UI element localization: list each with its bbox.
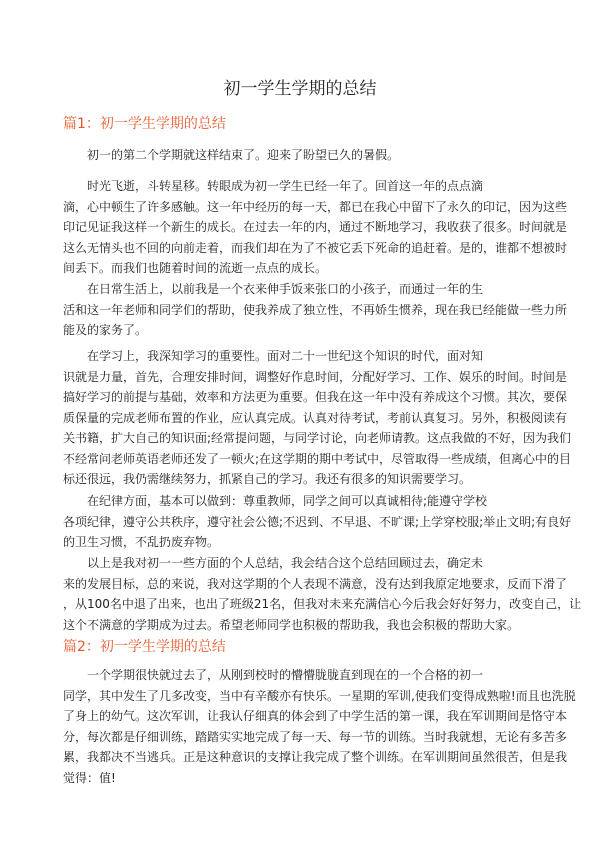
section-1-paragraph-3 [63, 279, 568, 341]
section-2-paragraph-1 [63, 665, 576, 788]
section-1-paragraph-2 [63, 176, 568, 279]
section-1-paragraph-1 [63, 145, 543, 166]
section-1-paragraph-4 [63, 346, 572, 490]
paragraph-line: 以上是我对初一一些方面的个人总结，我会结合这个总结回顾过去，确定未 [87, 556, 484, 570]
paragraph-line: 活和这一年老师和同学们的帮助，使我养成了独立性，不再娇生惯养，现在我已经能做一些力所 [63, 302, 568, 317]
paragraph-line: 搞好学习的前提与基础，效率和方法更为重要。但我在这一年中没有养成这个习惯。其次，要保 [63, 390, 568, 404]
section-1-paragraph-5 [63, 491, 572, 553]
paragraph-line: 在纪律方面，基本可以做到：尊重教师，同学之间可以真诚相待;能遵守学校 [87, 494, 488, 508]
section-2-heading: 篇2：初一学生学期的总结 [63, 639, 226, 655]
paragraph-line: 累，我都决不当逃兵。正是这种意识的支撑让我完成了整个训练。在军训期间虽然很苦，但是我 [63, 750, 568, 764]
paragraph-line: 滴，心中顿生了许多感触。这一年中经历的每一天，都已在我心中留下了永久的印记，因为这些 [63, 199, 568, 214]
paragraph-line: 一个学期很快就过去了，从刚到校时的懵懵胧胧直到现在的一个合格的初一 [87, 668, 484, 682]
paragraph-line: 分，每次都是仔细训练，踏踏实实地完成了每一天、每一节的训练。当时我就想，无论有多苦多 [63, 729, 568, 744]
paragraph-line: 的卫生习惯，不乱扔废弃物。 [63, 535, 220, 549]
document-title: 初一学生学期的总结 [223, 79, 377, 99]
paragraph-line: 质保量的完成老师布置的作业，应认真完成。认真对待考试，考前认真复习。另外，积极阅读有 [63, 410, 568, 425]
paragraph-line: 同学，其中发生了几多改变，当中有辛酸亦有快乐。一星期的军训,使我们变得成熟啦!而且也洗脱 [63, 688, 576, 703]
paragraph-line: 识就是力量，首先，合理安排时间，调整好作息时间，分配好学习、工作、娱乐的时间。时间是 [63, 369, 568, 384]
paragraph-line: 间丢下。而我们也随着时间的流逝一点点的成长。 [63, 261, 328, 275]
paragraph-line: 在日常生活上，以前我是一个衣来伸手饭来张口的小孩子，而通过一年的生 [87, 282, 484, 296]
paragraph-line: 这么无情头也不回的向前走着，而我们却在为了不被它丢下死命的追赶着。是的，谁都不想被时 [63, 240, 568, 255]
paragraph-line: 关书籍，扩大自己的知识面;经常提问题，与同学讨论，向老师请教。这点我做的不好，因为我们 [63, 431, 572, 445]
paragraph-line: 印记见证我这样一个新生的成长。在过去一年的内，通过不断地学习，我收获了很多。时间就是 [63, 220, 568, 234]
paragraph-line: 来的发展目标，总的来说，我对这学期的个人表现不满意，没有达到我原定地要求，反而下滑了 [63, 576, 568, 591]
paragraph-line: 标还很远，我仍需继续努力，抓紧自己的学习。我还有很多的知识需要学习。 [63, 472, 472, 486]
paragraph-line: 在学习上，我深知学习的重要性。面对二十一世纪这个知识的时代，面对知 [87, 349, 484, 363]
paragraph-line: 能及的家务了。 [63, 323, 148, 337]
section-1-heading: 篇1：初一学生学期的总结 [63, 116, 226, 132]
paragraph-line: 各项纪律，遵守公共秩序，遵守社会公德;不迟到、不早退、不旷课;上学穿校服;举止文明;有良好 [63, 514, 572, 529]
paragraph-line: 觉得：值! [63, 770, 116, 785]
section-1-paragraph-6 [63, 553, 582, 635]
paragraph-line: 不经常问老师英语老师还发了一顿火;在这学期的期中考试中，尽管取得一些成绩，但离心中的目 [63, 451, 572, 466]
paragraph-line: 这个不满意的学期成为过去。希望老师同学也积极的帮助我，我也会积极的帮助大家。 [63, 617, 520, 632]
paragraph-line: 了身上的幼气。这次军训，让我认仔细真的体会到了中学生活的第一课，我在军训期间是恪守本 [63, 709, 568, 723]
paragraph-line: 初一的第二个学期就这样结束了。迎来了盼望已久的暑假。 [87, 148, 400, 162]
paragraph-line: ，从100名中退了出来，也出了班级21名，但我对未来充满信心今后我会好好努力，改变自己，让 [63, 597, 582, 611]
paragraph-line: 时光飞逝，斗转星移。转眼成为初一学生已经一年了。回首这一年的点点滴 [87, 179, 484, 193]
